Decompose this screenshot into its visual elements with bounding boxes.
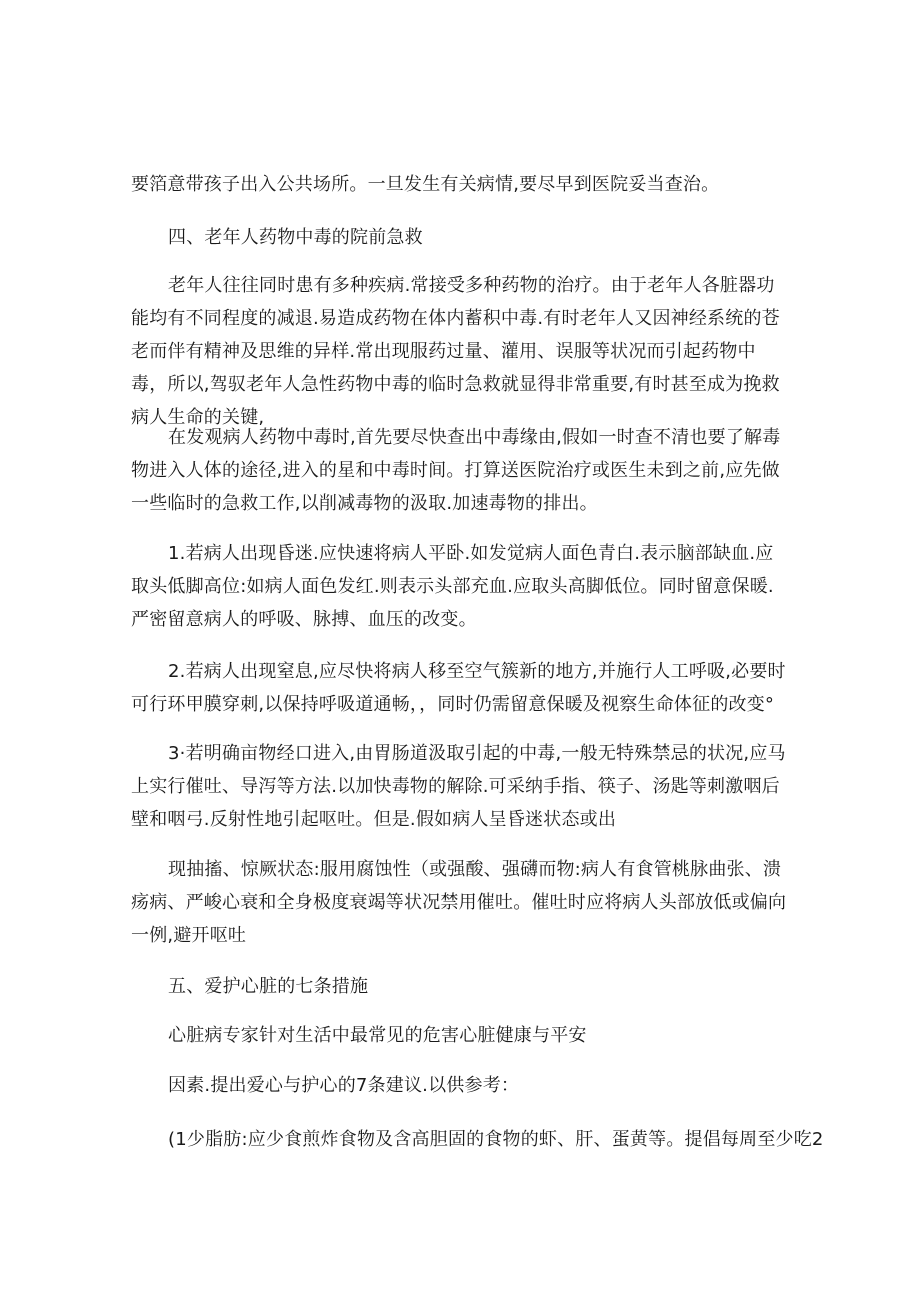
section-heading-4: 四、老年人药物中毒的院前急救 <box>168 227 423 248</box>
paragraph-tip-1: (1少脂肪:应少食煎炸食物及含高胆固的食物的虾、肝、蛋黄等。提倡每周至少吃2 <box>168 1129 824 1150</box>
paragraph-step-1: 1.若病人出现昏迷.应快速将病人平卧.如发觉病人面色青白.表示脑部缺血.应取头低脚高位:如病人面色发红.则表示头部充血.应取头高脚低位。同时留意保暖.严密留意病人的呼吸、脉搏、血压的改变。 <box>131 543 774 630</box>
section-heading-5: 五、爱护心脏的七条措施 <box>168 976 369 997</box>
paragraph-step-2: 2.若病人出现窒息,应尽快将病人移至空气簇新的地方,并施行人工呼吸,必要时可行环甲膜穿刺,以保持呼吸道通畅，，同时仍需留意保暖及视察生命体征的改变° <box>131 661 786 715</box>
paragraph-heart-factors: 因素.提出爱心与护心的7条建议.以供参考： <box>168 1075 520 1096</box>
paragraph-continuation: 要箔意带孩子出入公共场所。一旦发生有关病情,要尽早到医院妥当查治。 <box>131 174 720 195</box>
paragraph-first-steps: 在发观病人药物中毒时,首先要尽快查出中毒缘由,假如一时查不清也要了解毒物进入人体的途径,进入的星和中毒时间。打算送医院治疗或医生未到之前,应先做一些临时的急救工作,以削减毒物的汲取.加速毒物的排出。 <box>131 427 781 514</box>
paragraph-step-3-continued: 现抽搐、惊厥状态:服用腐蚀性（或强酸、强礴而物:病人有食管桃脉曲张、溃疡病、严峻心衰和全身极度衰竭等状况禁用催吐。催吐时应将病人头部放低或偏向一例,避开呕吐 <box>131 859 787 946</box>
paragraph-step-3: 3·若明确亩物经口进入,由胃肠道汲取引起的中毒,一般无特殊禁忌的状况,应马上实行催吐、导泻等方法.以加快毒物的解除.可采纳手指、筷子、汤匙等刺激咽后壁和咽弓.反射性地引起呕吐。但是.假如病人呈昏迷状态或出 <box>131 743 786 830</box>
paragraph-elderly-poisoning: 老年人往往同时患有多种疾病.常接受多种药物的治疗。由于老年人各脏器功能均有不同程度的减退.易造成药物在体内蓄积中毒.有时老年人又因神经系统的苍老而伴有精神及思维的异样.常出现服药过量、灌用、误服等状况而引起药物中毒，所以,驾驭老年人急性药物中毒的临时急救就显得非常重要,有时甚至成为挽救病人生命的关键, <box>131 275 780 428</box>
paragraph-heart-intro: 心脏病专家针对生活中最常见的危害心脏健康与平安 <box>168 1025 587 1046</box>
